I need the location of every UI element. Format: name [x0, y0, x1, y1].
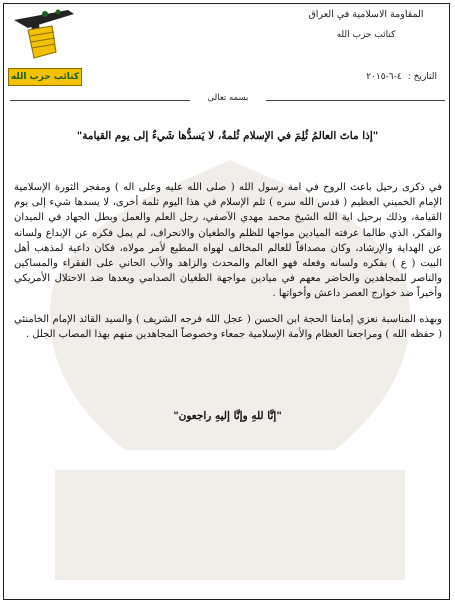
- org-header: [291, 8, 441, 42]
- date-value: ٤-٦-٢٠١٥: [366, 72, 402, 82]
- date-label: التاريخ :: [407, 72, 437, 82]
- statement-body: [14, 180, 442, 352]
- org-name: المقاومة الاسلامية في العراق: [308, 9, 424, 20]
- org-logo: [8, 6, 82, 88]
- basmala: بسمه تعالى: [190, 93, 266, 103]
- date-row: [360, 72, 437, 82]
- paragraph: في ذكرى رحيل باعث الروح في امة رسول الله ( صلى الله عليه وعلى اله ) ومفجر الثورة الإسلامية الإمام الخميني العظيم ( قدس الله سره ) ثلم الإسلام في هذا اليوم ثلمة أخرى، لا يسدها شيء إلى يوم القيامة، وذلك برحيل اية الله الشيخ محمد مهدي الآصفي، رجل العلم والعمل وبطل الجهاد في الميدان والفكر، الذي طالما عرفته الميادين مواجها للظلم والطغيان والانحراف، لم يمل فكره عن الإبداع ولسانه عن الهداية والإرشاد، وكان مصداقاً للعالم المخالف لهواه المطيع لأمر مولاه، فكان داعية لمذهب أهل البيت ( ع ) بفكره ولسانه وفعله فهو العالم والمحدث والزاهد والأب الحاني على الفقراء والمساكين والناصر للمجاهدين والحاضر معهم في ميادين مواجهة الطغيان الصدامي وبعدها ضد الاحتلال الأمريكي وأخيراً ضد خوارج العصر داعش وأخواتها .: [14, 182, 442, 300]
- logo-caption: كتائب حزب الله: [8, 68, 82, 86]
- opening-quote: "إذا ماتَ العالمُ ثُلِمَ في الإسلام ثُلمةٌ، لا يَسدُّها شَيءٌ إلى يوم القيامة": [76, 130, 379, 142]
- rifle-fist-emblem-icon: [8, 6, 82, 70]
- org-subtitle: كتائب حزب الله: [336, 30, 396, 40]
- closing-verse: "إنَّا للهِ وإنَّا إليهِ راجعون": [173, 410, 282, 422]
- paragraph: وبهذه المناسبة نعزي إمامنا الحجة ابن الحسن ( عجل الله فرجه الشريف ) والسيد القائد الإمام الخامنئي ( حفظه الله ) ومراجعنا العظام والأمة الإسلامية جمعاء وخصوصاً المجاهدين منهم بهذا المصاب الجلل .: [14, 313, 442, 340]
